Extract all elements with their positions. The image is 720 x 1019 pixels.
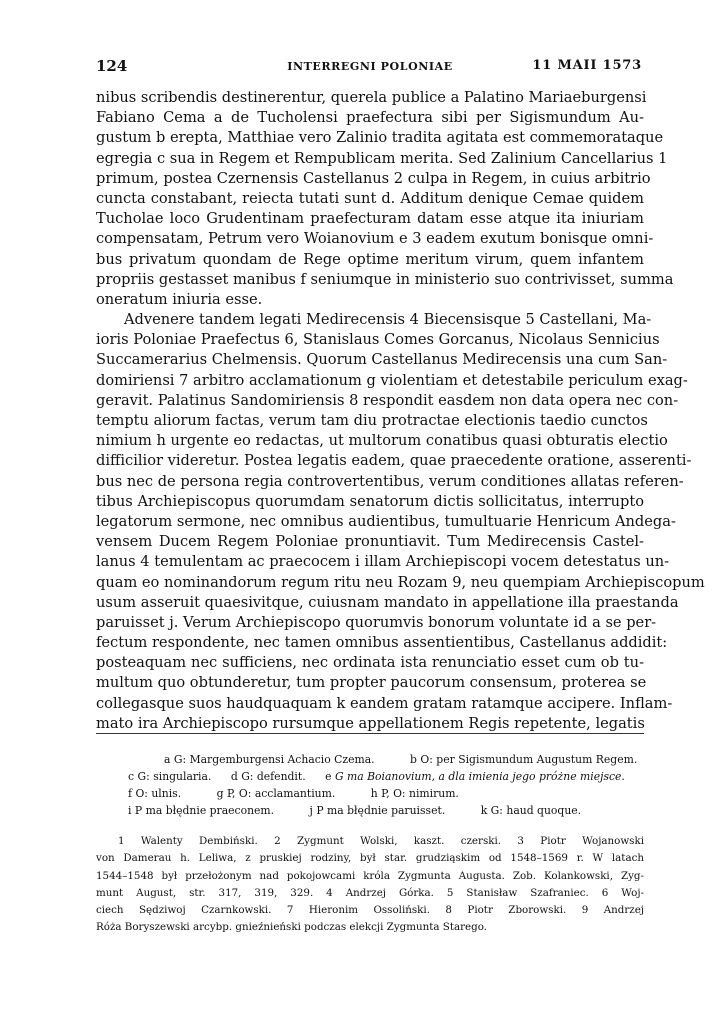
apparatus-note: G: haud quoque. bbox=[490, 804, 582, 817]
apparatus-mark: d bbox=[230, 770, 238, 783]
apparatus-mark: g bbox=[216, 787, 224, 800]
text-line: Fabiano Cema a de Tucholensi praefectura sibi per Sigismundum Au- bbox=[96, 109, 644, 127]
running-title: INTERREGNI POLONIAE bbox=[287, 60, 453, 73]
apparatus-note: G: singularia. bbox=[137, 770, 212, 783]
footnotes bbox=[96, 833, 644, 937]
text-line: primum, postea Czernensis Castellanus 2 culpa in Regem, in cuius arbitrio bbox=[96, 169, 651, 187]
text-line: ioris Poloniae Praefectus 6, Stanislaus Comes Gorcanus, Nicolaus Sennicius bbox=[96, 331, 660, 349]
apparatus-note: P ma błędnie paruisset. bbox=[316, 804, 446, 817]
apparatus-line bbox=[96, 802, 644, 819]
apparatus-line bbox=[96, 751, 644, 768]
text-line: Advenere tandem legati Medirecensis 4 Biecensisque 5 Castellani, Ma- bbox=[124, 311, 652, 329]
text-line: usum asseruit quaesivitque, cuiusnam mandato in appellatione illa praestanda bbox=[96, 593, 679, 611]
text-line: quam eo nominandorum regum ritu neu Rozam 9, neu quempiam Archiepiscopum bbox=[96, 573, 705, 591]
text-line: compensatam, Petrum vero Woianovium e 3 eadem exutum bonisque omni- bbox=[96, 230, 654, 248]
text-line: difficilior videretur. Postea legatis eadem, quae praecedente oratione, asserenti- bbox=[96, 452, 692, 470]
apparatus-mark: c bbox=[128, 770, 135, 783]
apparatus-note: P, O: acclamantium. bbox=[226, 787, 336, 800]
text-line: bus nec de persona regia controvertentibus, verum conditiones allatas referen- bbox=[96, 472, 684, 490]
text-line: Succamerarius Chelmensis. Quorum Castellanus Medirecensis una cum San- bbox=[96, 351, 668, 369]
text-line: multum quo obtunderetur, tum propter paucorum consensum, proterea se bbox=[96, 674, 647, 692]
text-line: gustum b erepta, Matthiae vero Zalinio tradita agitata est commemorataque bbox=[96, 129, 664, 147]
apparatus-line bbox=[96, 768, 644, 785]
header-date: 11 MAII 1573 bbox=[532, 58, 642, 73]
critical-apparatus bbox=[96, 751, 644, 819]
text-line: propriis gestasset manibus f seniumque in ministerio suo contrivisset, summa bbox=[96, 270, 674, 288]
text-line: geravit. Palatinus Sandomiriensis 8 respondit easdem non data opera nec con- bbox=[96, 391, 679, 409]
footnote-divider bbox=[96, 733, 644, 734]
apparatus-mark: f bbox=[128, 787, 132, 800]
text-line: fectum respondente, nec tamen omnibus assentientibus, Castellanus addidit: bbox=[96, 634, 668, 652]
apparatus-mark: j bbox=[309, 804, 313, 817]
apparatus-mark: i bbox=[128, 804, 132, 817]
footnote-line: ciech Sędziwoj Czarnkowski. 7 Hieronim Ossoliński. 8 Piotr Zborowski. 9 Andrzej bbox=[96, 904, 644, 917]
text-line: collegasque suos haudquaquam k eandem gratam ratamque accipere. Inflam- bbox=[96, 694, 673, 712]
apparatus-mark: k bbox=[480, 804, 488, 817]
apparatus-note: G ma Boianovium, a dla imienia jego próżne miejsce. bbox=[334, 770, 625, 783]
apparatus-note: P, O: nimirum. bbox=[381, 787, 459, 800]
text-line: nibus scribendis destinerentur, querela publice a Palatino Mariaeburgensi bbox=[96, 89, 647, 106]
page-number: 124 bbox=[96, 57, 128, 75]
apparatus-note: O: ulnis. bbox=[135, 787, 182, 800]
text-line: lanus 4 temulentam ac praecocem i illam Archiepiscopi vocem detestatus un- bbox=[96, 553, 670, 571]
apparatus-mark: e bbox=[325, 770, 332, 783]
text-line: paruisset j. Verum Archiepiscopo quorumvis bonorum voluntate id a se per- bbox=[96, 613, 657, 631]
footnote-line: Róża Boryszewski arcybp. gnieźnieński podczas elekcji Zygmunta Starego. bbox=[96, 921, 488, 934]
apparatus-note: P ma błędnie praeconem. bbox=[134, 804, 275, 817]
text-line: cuncta constabant, reiecta tutati sunt d. Additum denique Cemae quidem bbox=[96, 189, 644, 207]
footnote-line: 1 Walenty Dembiński. 2 Zygmunt Wolski, kaszt. czerski. 3 Piotr Wojanowski bbox=[118, 835, 644, 847]
text-line: egregia c sua in Regem et Rempublicam merita. Sed Zalinium Cancellarius 1 bbox=[96, 149, 668, 167]
running-head bbox=[96, 57, 644, 79]
text-line: mato ira Archiepiscopo rursumque appellationem Regis repetente, legatis bbox=[96, 714, 645, 732]
text-line: bus privatum quondam de Rege optime meritum virum, quem infantem bbox=[96, 250, 644, 268]
apparatus-mark: b bbox=[410, 753, 417, 766]
apparatus-note: G: defendit. bbox=[241, 770, 306, 783]
apparatus-note: O: per Sigismundum Augustum Regem. bbox=[420, 753, 638, 766]
main-text bbox=[96, 88, 705, 734]
apparatus-note: G: Margemburgensi Achacio Czema. bbox=[173, 753, 375, 766]
footnote-line: munt August, str. 317, 319, 329. 4 Andrzej Górka. 5 Stanisław Szafraniec. 6 Woj- bbox=[96, 886, 644, 899]
text-line: temptu aliorum factas, verum tam diu protractae electionis taedio cunctos bbox=[96, 412, 648, 429]
text-line: posteaquam nec sufficiens, nec ordinata ista renunciatio esset cum ob tu- bbox=[96, 654, 644, 672]
text-line: vensem Ducem Regem Poloniae pronuntiavit. Tum Medirecensis Castel- bbox=[96, 533, 644, 551]
text-line: Tucholae loco Grudentinam praefecturam datam esse atque ita iniuriam bbox=[96, 210, 644, 228]
apparatus-mark: a bbox=[164, 753, 171, 766]
footnote-line: von Damerau h. Leliwa, z pruskiej rodziny, był star. grudziąskim od 1548–1569 r. W latach bbox=[96, 852, 644, 865]
apparatus-mark: h bbox=[370, 787, 378, 800]
text-line: nimium h urgente eo redactas, ut multorum conatibus quasi obturatis electio bbox=[96, 432, 668, 450]
footnote-line: 1544–1548 był przełożonym nad pokojowcami króla Zygmunta Augusta. Zob. Kolankowski, Zyg- bbox=[96, 869, 644, 882]
text-line: oneratum iniuria esse. bbox=[96, 290, 263, 308]
text-line: legatorum sermone, nec omnibus audientibus, tumultuarie Henricum Andega- bbox=[96, 512, 676, 530]
text-line: tibus Archiepiscopus quorumdam senatorum dictis sollicitatus, interrupto bbox=[96, 492, 644, 510]
text-line: domiriensi 7 arbitro acclamationum g violentiam et detestabile periculum exag- bbox=[96, 371, 688, 389]
apparatus-line bbox=[96, 785, 644, 802]
